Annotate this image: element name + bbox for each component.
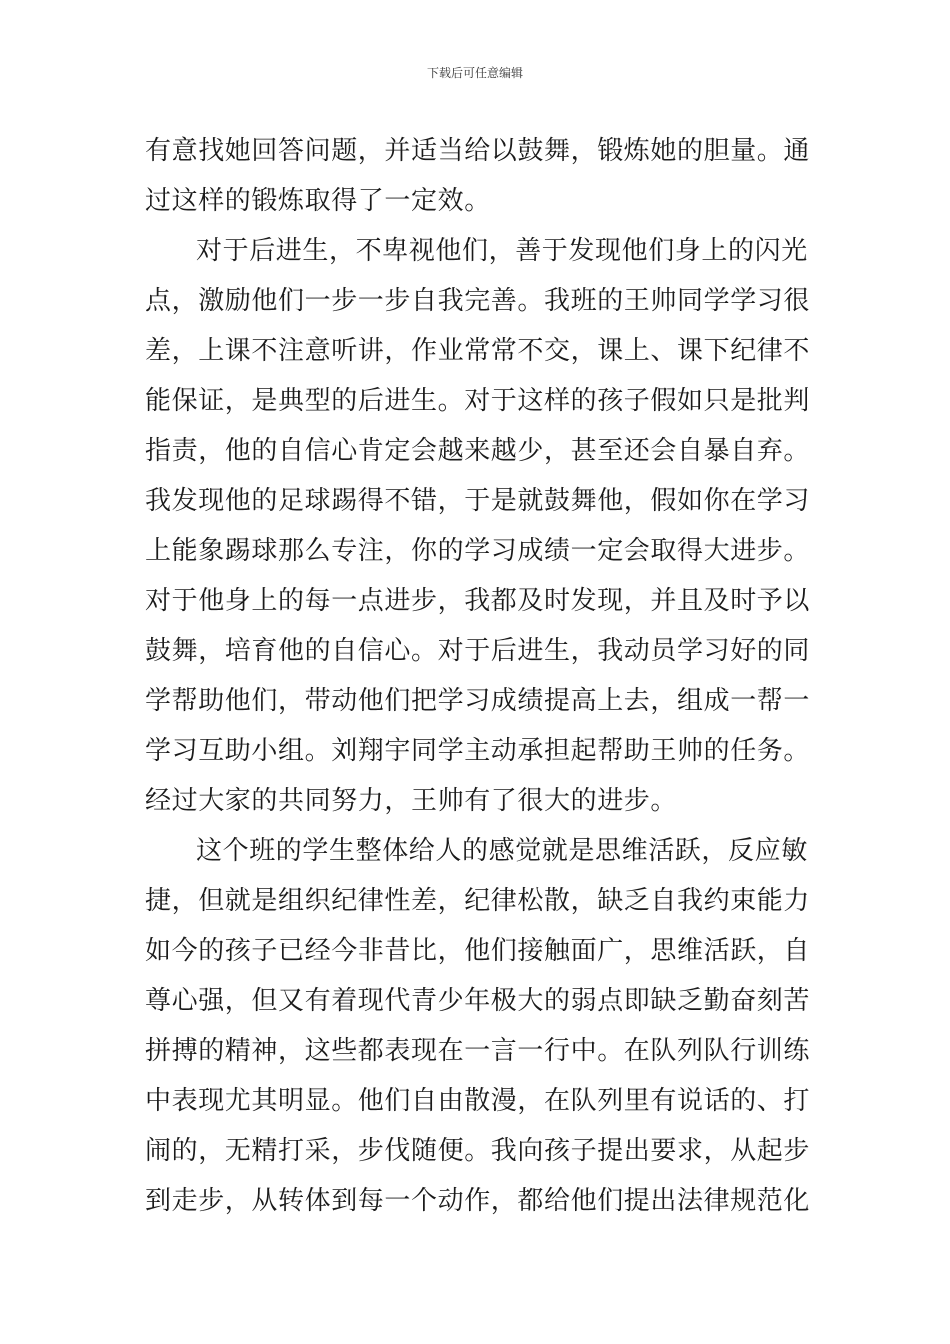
text-line: 经过大家的共同努力，王帅有了很大的进步。 (145, 786, 678, 816)
text-line: 对于他身上的每一点进步，我都及时发现，并且及时予以 (145, 586, 811, 616)
text-line: 尊心强，但又有着现代青少年极大的弱点即缺乏勤奋刻苦 (145, 986, 811, 1016)
text-line: 中表现尤其明显。他们自由散漫，在队列里有说话的、打 (145, 1086, 811, 1116)
text-line: 拼搏的精神，这些都表现在一言一行中。在队列队行训练 (145, 1036, 811, 1066)
text-line: 有意找她回答问题，并适当给以鼓舞，锻炼她的胆量。通 (145, 136, 811, 166)
text-line: 能保证，是典型的后进生。对于这样的孩子假如只是批判 (145, 386, 811, 416)
text-line: 点，激励他们一步一步自我完善。我班的王帅同学学习很 (145, 286, 811, 316)
text-line: 捷，但就是组织纪律性差，纪律松散，缺乏自我约束能力 (145, 886, 811, 916)
text-line: 过这样的锻炼取得了一定效。 (145, 186, 491, 216)
paragraph-start-line: 这个班的学生整体给人的感觉就是思维活跃，反应敏 (196, 836, 808, 866)
paragraph-start-line: 对于后进生，不卑视他们，善于发现他们身上的闪光 (196, 236, 808, 266)
page-header: 下载后可任意编辑 (426, 66, 523, 80)
text-line: 闹的，无精打采，步伐随便。我向孩子提出要求，从起步 (145, 1136, 811, 1166)
text-line: 差，上课不注意听讲，作业常常不交，课上、课下纪律不 (145, 336, 811, 366)
text-line: 指责，他的自信心肯定会越来越少，甚至还会自暴自弃。 (145, 436, 811, 466)
text-line: 如今的孩子已经今非昔比，他们接触面广，思维活跃，自 (145, 936, 811, 966)
text-line: 到走步，从转体到每一个动作，都给他们提出法律规范化 (145, 1186, 811, 1216)
text-line: 我发现他的足球踢得不错，于是就鼓舞他，假如你在学习 (145, 486, 811, 516)
text-line: 上能象踢球那么专注，你的学习成绩一定会取得大进步。 (145, 536, 811, 566)
text-line: 鼓舞，培育他的自信心。对于后进生，我动员学习好的同 (145, 636, 811, 666)
text-line: 学习互助小组。刘翔宇同学主动承担起帮助王帅的任务。 (145, 736, 811, 766)
text-line: 学帮助他们，带动他们把学习成绩提高上去，组成一帮一 (145, 686, 811, 716)
